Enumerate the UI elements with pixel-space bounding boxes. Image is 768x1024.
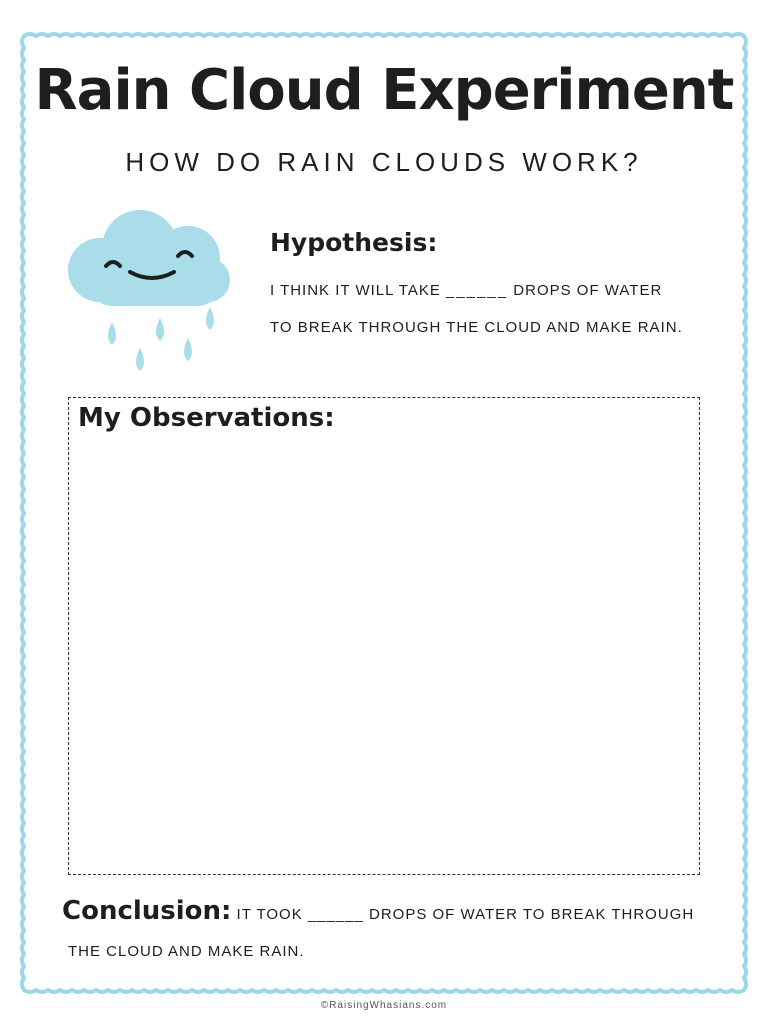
conclusion-line-1 [62,896,694,926]
copyright-footer: ©RaisingWhasians.com [320,1000,448,1011]
hypothesis-line-1 [270,282,662,299]
hypothesis-text-before: I THINK IT WILL TAKE [270,282,441,299]
conclusion-blank[interactable]: ______ [307,906,364,923]
hypothesis-blank[interactable]: ______ [446,282,509,299]
smiling-rain-cloud-icon [60,200,240,380]
hypothesis-line-2: TO BREAK THROUGH THE CLOUD AND MAKE RAIN. [270,319,683,336]
hypothesis-text-after: DROPS OF WATER [513,282,663,299]
conclusion-text-after: DROPS OF WATER TO BREAK THROUGH [368,906,695,923]
raindrop-icon [108,307,214,371]
observations-box[interactable] [68,397,700,875]
hypothesis-heading: Hypothesis: [270,228,438,257]
page-title: Rain Cloud Experiment [34,58,734,123]
conclusion-line-2: THE CLOUD AND MAKE RAIN. [68,943,305,960]
conclusion-text-before: IT TOOK [236,906,303,923]
observations-heading: My Observations: [78,403,335,433]
conclusion-heading: Conclusion: [62,896,232,926]
page-subtitle: HOW DO RAIN CLOUDS WORK? [125,147,643,177]
